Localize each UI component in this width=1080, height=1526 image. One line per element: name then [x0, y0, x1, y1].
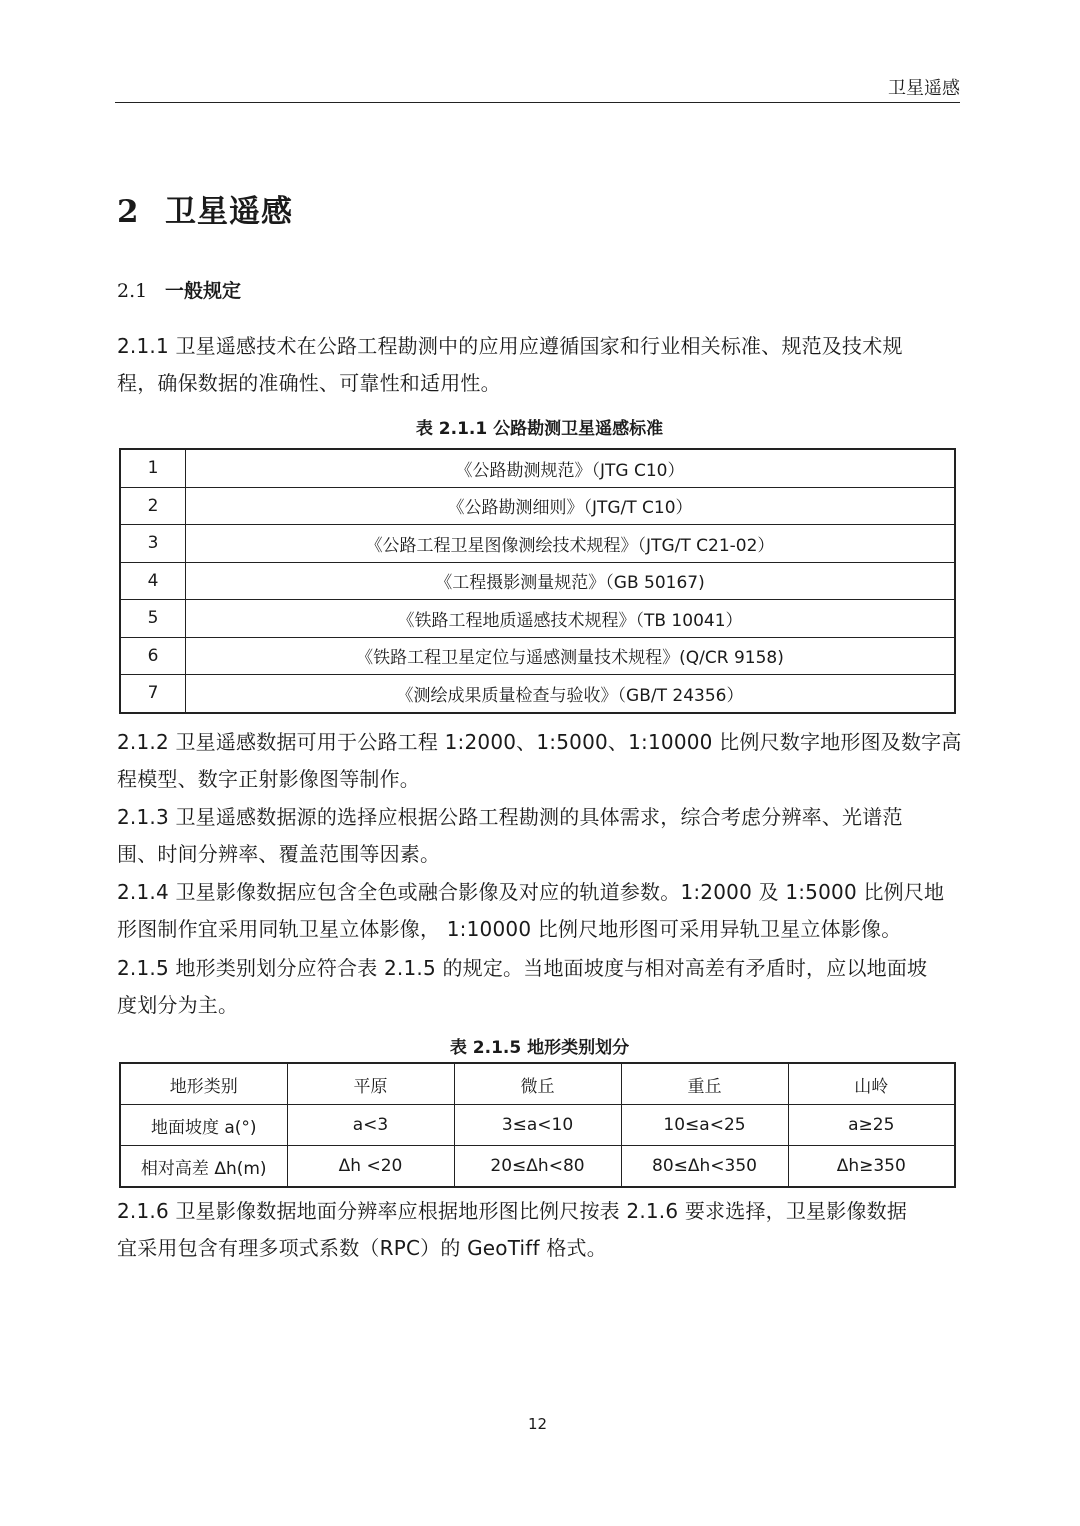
row-number: 7	[120, 675, 186, 713]
table-row	[120, 449, 955, 487]
table-cell: 地面坡度 a(°)	[120, 1105, 287, 1146]
standard-name: 《铁路工程地质遥感技术规程》（TB 10041）	[186, 600, 956, 638]
running-header-title: 卫星遥感	[888, 78, 960, 99]
table-cell: Δh≥350	[788, 1146, 955, 1188]
table-caption-standards: 表 2.1.1 公路勘测卫星遥感标准	[415, 419, 664, 439]
paragraph-2-1-3	[117, 799, 962, 873]
paragraph-2-1-2	[117, 724, 962, 798]
paragraph-2-1-1	[117, 328, 962, 402]
chapter-number: 2	[117, 194, 140, 230]
section-number: 2.1	[117, 280, 148, 302]
standard-name: 《测绘成果质量检查与验收》（GB/T 24356）	[186, 675, 956, 713]
column-header: 重丘	[621, 1063, 788, 1105]
chapter-title	[117, 186, 293, 231]
row-number: 4	[120, 562, 186, 600]
section-title	[117, 276, 241, 303]
running-header	[115, 78, 960, 103]
table-cell: 10≤a<25	[621, 1105, 788, 1146]
standard-name: 《工程摄影测量规范》（GB 50167)	[186, 562, 956, 600]
row-number: 3	[120, 525, 186, 563]
table-cell: a<3	[287, 1105, 454, 1146]
table-caption-terrain: 表 2.1.5 地形类别划分	[449, 1038, 630, 1058]
column-header: 地形类别	[120, 1063, 287, 1105]
paragraph-line: 宜采用包含有理多项式系数（RPC）的 GeoTiff 格式。	[117, 1236, 607, 1260]
table-cell: 3≤a<10	[454, 1105, 621, 1146]
table-cell: Δh <20	[287, 1146, 454, 1188]
table-row	[120, 1146, 955, 1188]
table-row	[120, 525, 955, 563]
paragraph-line: 度划分为主。	[117, 993, 239, 1017]
paragraph-line: 2.1.5 地形类别划分应符合表 2.1.5 的规定。当地面坡度与相对高差有矛盾时，应以地面坡	[117, 956, 928, 980]
paragraph-line: 2.1.3 卫星遥感数据源的选择应根据公路工程勘测的具体需求，综合考虑分辨率、光谱范	[117, 805, 903, 829]
table-row	[120, 600, 955, 638]
paragraph-line: 2.1.6 卫星影像数据地面分辨率应根据地形图比例尺按表 2.1.6 要求选择，卫星影像数据	[117, 1199, 908, 1223]
table-row	[120, 1105, 955, 1146]
paragraph-2-1-6	[117, 1193, 962, 1267]
chapter-title-text: 卫星遥感	[165, 194, 293, 230]
paragraph-2-1-5	[117, 950, 962, 1024]
table-row	[120, 487, 955, 525]
row-number: 6	[120, 637, 186, 675]
page-number: 12	[527, 1415, 548, 1433]
paragraph-line: 程，确保数据的准确性、可靠性和适用性。	[117, 371, 501, 395]
table-cell: 相对高差 Δh(m)	[120, 1146, 287, 1188]
column-header: 平原	[287, 1063, 454, 1105]
row-number: 5	[120, 600, 186, 638]
table-cell: 80≤Δh<350	[621, 1146, 788, 1188]
standards-table	[119, 448, 956, 714]
standard-name: 《公路勘测规范》（JTG C10）	[186, 449, 956, 487]
row-number: 1	[120, 449, 186, 487]
paragraph-line: 围、时间分辨率、覆盖范围等因素。	[117, 842, 441, 866]
standard-name: 《公路勘测细则》（JTG/T C10）	[186, 487, 956, 525]
table-row	[120, 675, 955, 713]
paragraph-2-1-4	[117, 874, 962, 948]
table-row	[120, 562, 955, 600]
paragraph-line: 形图制作宜采用同轨卫星立体影像， 1:10000 比例尺地形图可采用异轨卫星立体影像。	[117, 917, 902, 941]
table-cell: 20≤Δh<80	[454, 1146, 621, 1188]
column-header: 山岭	[788, 1063, 955, 1105]
table-row	[120, 637, 955, 675]
paragraph-line: 程模型、数字正射影像图等制作。	[117, 767, 420, 791]
table-cell: a≥25	[788, 1105, 955, 1146]
table-header-row	[120, 1063, 955, 1105]
standard-name: 《公路工程卫星图像测绘技术规程》（JTG/T C21-02）	[186, 525, 956, 563]
column-header: 微丘	[454, 1063, 621, 1105]
paragraph-line: 2.1.2 卫星遥感数据可用于公路工程 1:2000、1:5000、1:10000 比例尺数字地形图及数字高	[117, 730, 962, 754]
row-number: 2	[120, 487, 186, 525]
terrain-table	[119, 1062, 956, 1188]
standard-name: 《铁路工程卫星定位与遥感测量技术规程》(Q/CR 9158)	[186, 637, 956, 675]
paragraph-line: 2.1.1 卫星遥感技术在公路工程勘测中的应用应遵循国家和行业相关标准、规范及技术规	[117, 334, 903, 358]
section-title-text: 一般规定	[165, 280, 242, 302]
paragraph-line: 2.1.4 卫星影像数据应包含全色或融合影像及对应的轨道参数。1:2000 及 1:5000 比例尺地	[117, 880, 945, 904]
